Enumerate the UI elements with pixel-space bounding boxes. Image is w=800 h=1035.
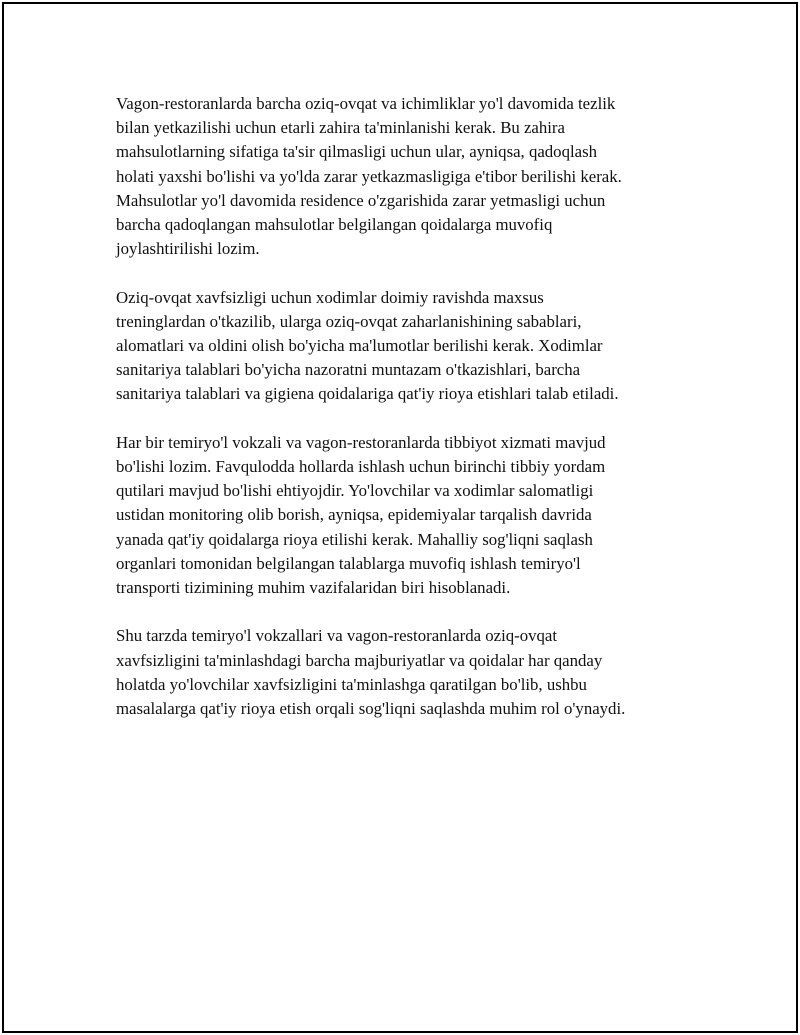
text-line: holati yaxshi bo'lishi va yo'lda zarar yetkazmasligiga e'tibor berilishi kerak. bbox=[116, 166, 622, 186]
text-line: bilan yetkazilishi uchun etarli zahira ta'minlanishi kerak. Bu zahira bbox=[116, 118, 565, 138]
text-line: Vagon-restoranlarda barcha oziq-ovqat va ichimliklar yo'l davomida tezlik bbox=[116, 94, 616, 113]
text-line: masalalarga qat'iy rioya etish orqali sog'liqni saqlashda muhim rol o'ynaydi. bbox=[116, 699, 626, 719]
text-line: Har bir temiryo'l vokzali va vagon-restoranlarda tibbiyot xizmati mavjud bbox=[116, 432, 606, 452]
paragraph-4 bbox=[116, 624, 688, 721]
paragraph-2 bbox=[116, 286, 688, 407]
text-line: mahsulotlarning sifatiga ta'sir qilmasligi uchun ular, ayniqsa, qadoqlash bbox=[116, 142, 597, 162]
text-line: alomatlari va oldini olish bo'yicha ma'lumotlar berilishi kerak. Xodimlar bbox=[116, 336, 603, 356]
text-line: treninglardan o'tkazilib, ularga oziq-ovqat zaharlanishining sabablari, bbox=[116, 311, 582, 331]
text-line: Oziq-ovqat xavfsizligi uchun xodimlar doimiy ravishda maxsus bbox=[116, 287, 544, 307]
text-line: ustidan monitoring olib borish, ayniqsa, epidemiyalar tarqalish davrida bbox=[116, 505, 592, 525]
document-body bbox=[116, 92, 688, 745]
text-line: holatda yo'lovchilar xavfsizligini ta'minlashga qaratilgan bo'lib, ushbu bbox=[116, 674, 587, 694]
text-line: sanitariya talablari bo'yicha nazoratni muntazam o'tkazishlari, barcha bbox=[116, 360, 581, 380]
text-line: Mahsulotlar yo'l davomida residence o'zgarishida zarar yetmasligi uchun bbox=[116, 190, 606, 210]
text-line: organlari tomonidan belgilangan talablarga muvofiq ishlash temiryo'l bbox=[116, 553, 581, 573]
text-line: joylashtirilishi lozim. bbox=[116, 239, 260, 259]
text-line: qutilari mavjud bo'lishi ehtiyojdir. Yo'lovchilar va xodimlar salomatligi bbox=[116, 481, 594, 501]
text-line: barcha qadoqlangan mahsulotlar belgilangan qoidalarga muvofiq bbox=[116, 215, 553, 235]
text-line: Shu tarzda temiryo'l vokzallari va vagon-restoranlarda oziq-ovqat bbox=[116, 626, 558, 646]
paragraph-3 bbox=[116, 431, 688, 600]
text-line: bo'lishi lozim. Favqulodda hollarda ishlash uchun birinchi tibbiy yordam bbox=[116, 457, 606, 477]
text-line: transporti tizimining muhim vazifalaridan biri hisoblanadi. bbox=[116, 578, 511, 598]
text-line: yanada qat'iy qoidalarga rioya etilishi kerak. Mahalliy sog'liqni saqlash bbox=[116, 529, 593, 549]
text-line: sanitariya talablari va gigiena qoidalariga qat'iy rioya etishlari talab etiladi. bbox=[116, 384, 619, 404]
text-line: xavfsizligini ta'minlashdagi barcha majburiyatlar va qoidalar har qanday bbox=[116, 650, 603, 670]
paragraph-1 bbox=[116, 92, 688, 261]
